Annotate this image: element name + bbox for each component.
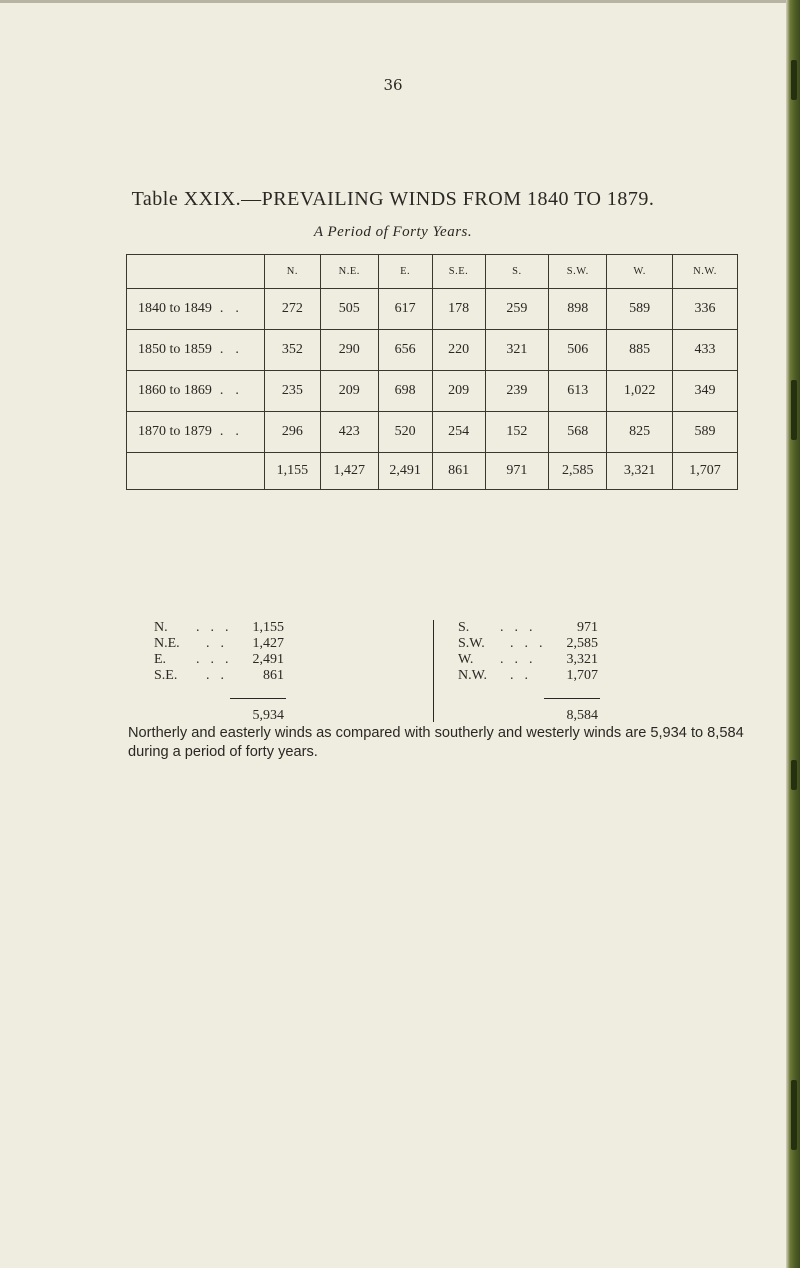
edge-mark — [791, 1080, 797, 1150]
value-cell: 259 — [485, 289, 549, 330]
header-cell-ne: N.E. — [320, 255, 378, 289]
total-cell: 1,155 — [264, 453, 320, 490]
summary-direction: S.E. — [154, 668, 178, 683]
leader-dots: .. — [510, 668, 539, 683]
period-cell — [127, 412, 265, 453]
value-cell: 209 — [320, 371, 378, 412]
value-cell: 589 — [673, 412, 738, 453]
value-cell: 885 — [607, 330, 673, 371]
leader-dots: ... — [500, 652, 544, 667]
table-row — [127, 289, 738, 330]
total-cell: 971 — [485, 453, 549, 490]
edge-mark — [791, 380, 797, 440]
summary-total: 5,934 — [252, 708, 284, 723]
edge-mark — [791, 760, 797, 790]
book-edge — [786, 0, 800, 1268]
leader-dots: ... — [196, 620, 240, 635]
leader-dots: ... — [500, 620, 544, 635]
summary-line — [154, 620, 304, 636]
page-number: 36 — [383, 76, 403, 94]
value-cell: 235 — [264, 371, 320, 412]
header-cell-e: E. — [378, 255, 432, 289]
value-cell: 589 — [607, 289, 673, 330]
total-cell: 2,491 — [378, 453, 432, 490]
summary-south-west — [458, 620, 608, 723]
value-cell: 209 — [432, 371, 485, 412]
value-cell: 152 — [485, 412, 549, 453]
summary-rule — [230, 698, 286, 699]
summary-value: 2,491 — [252, 652, 284, 667]
leader-dots: .. — [219, 424, 251, 439]
value-cell: 698 — [378, 371, 432, 412]
header-row — [127, 255, 738, 289]
summary-direction: N.E. — [154, 636, 180, 651]
header-cell-blank — [127, 255, 265, 289]
header-cell-n: N. — [264, 255, 320, 289]
header-cell-sw: S.W. — [549, 255, 607, 289]
period-label: 1840 to 1849 — [138, 301, 212, 316]
summary-direction: N.W. — [458, 668, 488, 683]
value-cell: 613 — [549, 371, 607, 412]
value-cell: 568 — [549, 412, 607, 453]
value-cell: 505 — [320, 289, 378, 330]
summary-value: 3,321 — [566, 652, 598, 667]
summary-value: 971 — [577, 620, 598, 635]
value-cell: 520 — [378, 412, 432, 453]
summary-rule — [544, 698, 600, 699]
value-cell: 1,022 — [607, 371, 673, 412]
header-cell-w: W. — [607, 255, 673, 289]
table-row — [127, 412, 738, 453]
leader-dots: ... — [196, 652, 240, 667]
table-subtitle: A Period of Forty Years. — [313, 224, 473, 240]
value-cell: 349 — [673, 371, 738, 412]
value-cell: 296 — [264, 412, 320, 453]
value-cell: 178 — [432, 289, 485, 330]
period-label: 1870 to 1879 — [138, 424, 212, 439]
period-cell — [127, 371, 265, 412]
total-cell: 861 — [432, 453, 485, 490]
period-cell — [127, 330, 265, 371]
summary-line — [458, 652, 608, 668]
leader-dots: .. — [219, 342, 251, 357]
table-row — [127, 330, 738, 371]
totals-label-cell — [127, 453, 265, 490]
value-cell: 825 — [607, 412, 673, 453]
value-cell: 506 — [549, 330, 607, 371]
leader-dots: ... — [510, 636, 554, 651]
summary-line — [458, 620, 608, 636]
value-cell: 254 — [432, 412, 485, 453]
leader-dots: .. — [219, 301, 251, 316]
table-title: Table XXIX.—PREVAILING WINDS FROM 1840 TO 1879. — [131, 188, 655, 210]
value-cell: 336 — [673, 289, 738, 330]
value-cell: 220 — [432, 330, 485, 371]
summary-line — [458, 636, 608, 652]
edge-mark — [791, 60, 797, 100]
summary-value: 1,427 — [252, 636, 284, 651]
summary-direction: S. — [458, 620, 470, 635]
period-label: 1850 to 1859 — [138, 342, 212, 357]
summary-line — [154, 668, 304, 684]
summary-value: 861 — [263, 668, 284, 683]
summary-value: 1,155 — [252, 620, 284, 635]
total-cell: 1,427 — [320, 453, 378, 490]
value-cell: 617 — [378, 289, 432, 330]
value-cell: 656 — [378, 330, 432, 371]
header-cell-nw: N.W. — [673, 255, 738, 289]
summary-line — [154, 652, 304, 668]
page-top-rule — [0, 0, 786, 3]
prevailing-winds-table — [126, 254, 738, 490]
header-cell-s: S. — [485, 255, 549, 289]
leader-dots: .. — [206, 636, 235, 651]
summary-line — [458, 668, 608, 684]
total-cell: 2,585 — [549, 453, 607, 490]
table-row — [127, 371, 738, 412]
value-cell: 239 — [485, 371, 549, 412]
summary-value: 2,585 — [566, 636, 598, 651]
summary-direction: S.W. — [458, 636, 485, 651]
period-cell — [127, 289, 265, 330]
total-cell: 1,707 — [673, 453, 738, 490]
summary-line — [154, 636, 304, 652]
value-cell: 272 — [264, 289, 320, 330]
summary-north-east — [154, 620, 304, 723]
value-cell: 290 — [320, 330, 378, 371]
value-cell: 321 — [485, 330, 549, 371]
value-cell: 352 — [264, 330, 320, 371]
summary-total: 8,584 — [566, 708, 598, 723]
summary-direction: E. — [154, 652, 167, 667]
totals-row — [127, 453, 738, 490]
value-cell: 433 — [673, 330, 738, 371]
value-cell: 898 — [549, 289, 607, 330]
summary-value: 1,707 — [566, 668, 598, 683]
header-cell-se: S.E. — [432, 255, 485, 289]
leader-dots: .. — [219, 383, 251, 398]
value-cell: 423 — [320, 412, 378, 453]
summary-direction: W. — [458, 652, 474, 667]
summary-divider — [433, 620, 434, 722]
leader-dots: .. — [206, 668, 235, 683]
period-label: 1860 to 1869 — [138, 383, 212, 398]
summary-direction: N. — [154, 620, 168, 635]
conclusion-paragraph: Northerly and easterly winds as compared with southerly and westerly winds are 5,934 to 8,584 during a period of forty years. — [128, 725, 744, 760]
total-cell: 3,321 — [607, 453, 673, 490]
